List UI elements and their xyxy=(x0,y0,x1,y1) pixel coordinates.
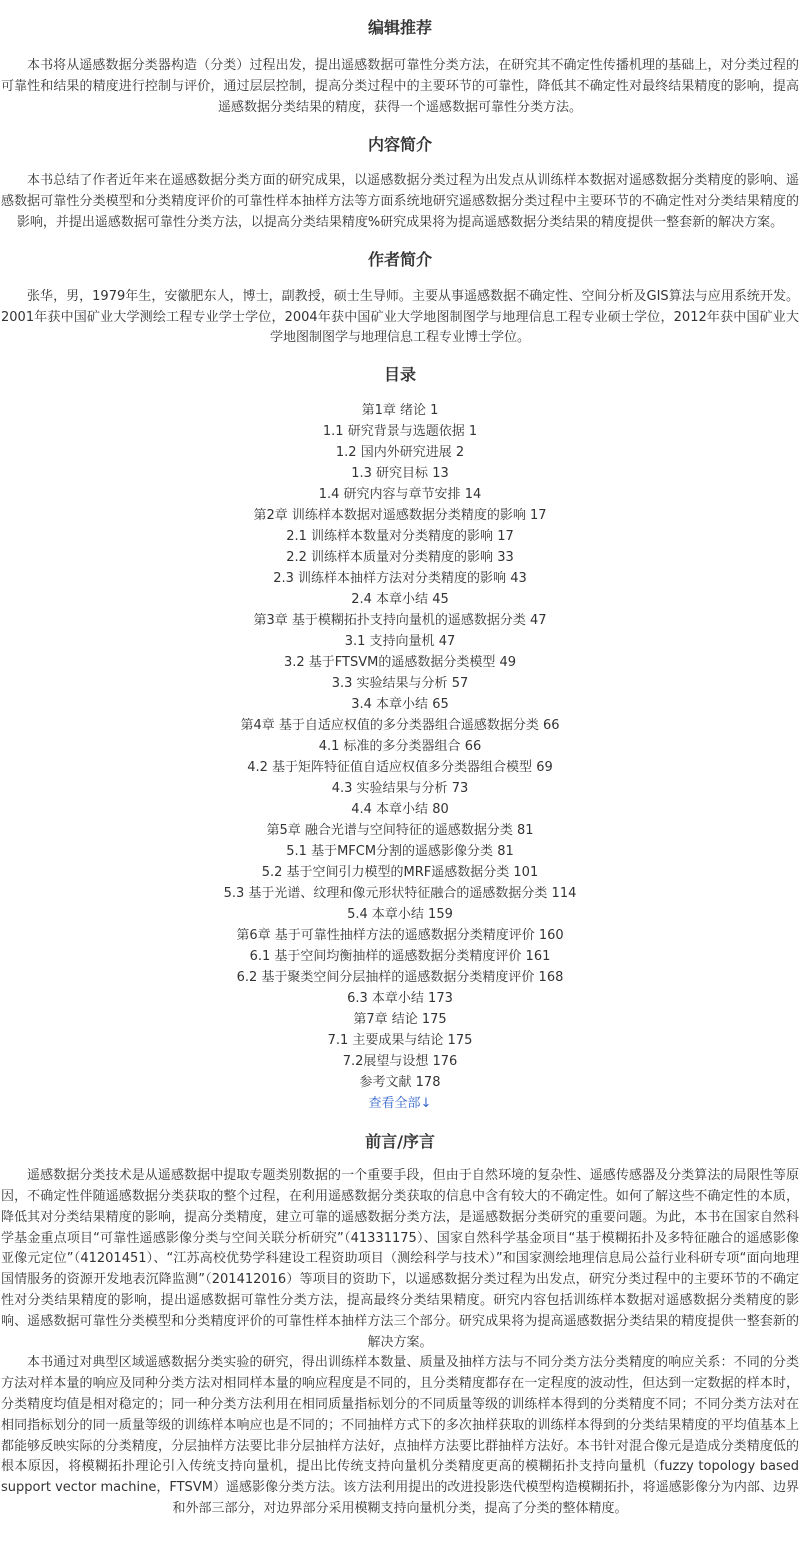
toc-item: 第6章 基于可靠性抽样方法的遥感数据分类精度评价 160 xyxy=(236,928,564,944)
see-all-link[interactable] xyxy=(0,1093,800,1114)
preface-paragraph: 本书通过对典型区域遥感数据分类实验的研究，得出训练样本数量、质量及抽样方法与不同分类方法分类精度的响应关系：不同的分类方法对样本量的响应及同种分类方法对相同样本量的响应程度是不同的，且分类精度都存在一定程度的波动性，但达到一定数据的样本时，分类精度均值是相对稳定的；同一种分类方法利用在相同质量指标划分的不同质量等级的训练样本得到的分类精度不同；不同分类方法对在相同指标划分的同一质量等级的训练样本响应也是不同的；不同抽样方式下的多次抽样获取的训练样本得到的分类结果精度的平均值基本上都能够反映实际的分类精度，分层抽样方法要比非分层抽样方法好，点抽样方法要比群抽样方法好。本书针对混合像元是造成分类精度低的根本原因，将模糊拓扑理论引入传统支持向量机，提出比传统支持向量机分类精度更高的模糊拓扑支持向量机（fuzzy topology based support vector machine，FTSVM）遥感影像分类方法。该方法利用提出的改进投影迭代模型构造模糊拓扑，将遥感影像分为内部、边界和外部三部分，对边界部分采用模糊支持向量机分类，提高了分类的整体精度。 xyxy=(1,1355,799,1516)
author-section xyxy=(0,250,800,349)
author-text: 张华，男，1979年生，安徽肥东人，博士，副教授，硕士生导师。主要从事遥感数据不确定性、空间分析及GIS算法与应用系统开发。2001年获中国矿业大学测绘工程专业学士学位，2004年获中国矿业大学地图制图学与地理信息工程专业硕士学位，2012年获中国矿业大学地图制图学与地理信息工程专业博士学位。 xyxy=(1,288,799,346)
toc-item: 1.1 研究背景与选题依据 1 xyxy=(322,424,478,440)
toc-item: 3.4 本章小结 65 xyxy=(351,697,449,713)
toc-item: 3.2 基于FTSVM的遥感数据分类模型 49 xyxy=(283,655,517,671)
summary-heading: 内容简介 xyxy=(367,135,432,155)
toc-item: 1.4 研究内容与章节安排 14 xyxy=(318,487,482,503)
toc-item: 第5章 融合光谱与空间特征的遥感数据分类 81 xyxy=(266,823,534,839)
arrow-down-icon: ↓ xyxy=(420,1096,432,1112)
toc-item: 第4章 基于自适应权值的多分类器组合遥感数据分类 66 xyxy=(240,718,560,734)
toc-heading: 目录 xyxy=(383,365,416,385)
toc-item: 第7章 结论 175 xyxy=(353,1012,447,1028)
toc-item: 5.2 基于空间引力模型的MRF遥感数据分类 101 xyxy=(261,865,539,881)
toc-section xyxy=(0,365,800,1114)
toc-list xyxy=(0,400,800,1093)
toc-item: 4.2 基于矩阵特征值自适应权值多分类器组合模型 69 xyxy=(247,760,553,776)
toc-item: 7.2展望与设想 176 xyxy=(342,1054,458,1070)
toc-item: 1.3 研究目标 13 xyxy=(351,466,449,482)
toc-item: 5.4 本章小结 159 xyxy=(347,907,453,923)
summary-text: 本书总结了作者近年来在遥感数据分类方面的研究成果，以遥感数据分类过程为出发点从训练样本数据对遥感数据分类精度的影响、遥感数据可靠性分类模型和分类精度评价的可靠性样本抽样方法等方面系统地研究遥感数据分类过程中主要环节的不确定性对分类结果精度的影响，并提出遥感数据可靠性分类方法，以提高分类结果精度%研究成果将为提高遥感数据分类结果的精度提供一整套新的解决方案。 xyxy=(1,173,799,230)
toc-item: 5.1 基于MFCM分割的遥感影像分类 81 xyxy=(286,844,514,860)
toc-item: 参考文献 178 xyxy=(359,1075,441,1091)
summary-section xyxy=(0,135,800,233)
author-heading: 作者简介 xyxy=(367,249,432,269)
toc-item: 2.4 本章小结 45 xyxy=(351,592,449,608)
toc-item: 6.3 本章小结 173 xyxy=(347,991,453,1007)
toc-item: 7.1 主要成果与结论 175 xyxy=(327,1033,473,1049)
preface-section xyxy=(0,1132,800,1520)
toc-item: 4.1 标准的多分类器组合 66 xyxy=(318,739,482,755)
toc-item: 第3章 基于模糊拓扑支持向量机的遥感数据分类 47 xyxy=(253,613,547,629)
preface-heading: 前言/序言 xyxy=(365,1132,435,1152)
toc-item: 6.1 基于空间均衡抽样的遥感数据分类精度评价 161 xyxy=(249,949,551,965)
editor-recommend-heading: 编辑推荐 xyxy=(367,18,432,37)
toc-item: 2.1 训练样本数量对分类精度的影响 17 xyxy=(286,529,514,545)
toc-item: 5.3 基于光谱、纹理和像元形状特征融合的遥感数据分类 114 xyxy=(223,886,577,902)
toc-item: 6.2 基于聚类空间分层抽样的遥感数据分类精度评价 168 xyxy=(236,970,564,986)
toc-item: 3.1 支持向量机 47 xyxy=(344,634,456,650)
preface-paragraph: 遥感数据分类技术是从遥感数据中提取专题类别数据的一个重要手段，但由于自然环境的复杂性、遥感传感器及分类算法的局限性等原因，不确定性伴随遥感数据分类获取的整个过程，在利用遥感数据分类获取的信息中含有较大的不确定性。如何了解这些不确定性的本质，降低其对分类结果精度的影响，提高分类精度，建立可靠的遥感数据分类方法，是遥感数据分类研究的重要问题。为此，本书在国家自然科学基金重点项目“可靠性遥感影像分类与空间关联分析研究”（41331175）、国家自然科学基金项目“基于模糊拓扑及多特征融合的遥感影像亚像元定位”（41201451）、“江苏高校优势学科建设工程资助项目（测绘科学与技术）”和国家测绘地理信息局公益行业科研专项“面向地理国情服务的资源开发地表沉降监测”（201412016）等项目的资助下，以遥感数据分类过程为出发点，研究分类过程中的主要环节的不确定性对分类结果精度的影响，提出遥感数据可靠性分类方法，提高最终分类结果精度。研究内容包括训练样本数据对遥感数据分类精度的影响、遥感数据可靠性分类模型和分类精度评价的可靠性样本抽样方法三个部分。研究成果将为提高遥感数据分类结果的精度提供一整套新的解决方案。 xyxy=(1,1168,799,1350)
editor-recommend-section xyxy=(0,0,800,118)
toc-item: 2.2 训练样本质量对分类精度的影响 33 xyxy=(286,550,514,566)
toc-item: 4.3 实验结果与分析 73 xyxy=(331,781,469,797)
toc-item: 第1章 绪论 1 xyxy=(361,403,439,419)
toc-item: 2.3 训练样本抽样方法对分类精度的影响 43 xyxy=(273,571,527,587)
toc-item: 4.4 本章小结 80 xyxy=(351,802,449,818)
see-all-label: 查看全部 xyxy=(368,1096,421,1112)
toc-item: 1.2 国内外研究进展 2 xyxy=(335,445,465,461)
toc-item: 第2章 训练样本数据对遥感数据分类精度的影响 17 xyxy=(253,508,547,524)
editor-recommend-text: 本书将从遥感数据分类器构造（分类）过程出发，提出遥感数据可靠性分类方法，在研究其不确定性传播机理的基础上，对分类过程的可靠性和结果的精度进行控制与评价，通过层层控制，提高分类过程中的主要环节的可靠性，降低其不确定性对最终结果精度的影响，提高遥感数据分类结果的精度，获得一个遥感数据可靠性分类方法。 xyxy=(1,58,799,115)
toc-item: 3.3 实验结果与分析 57 xyxy=(331,676,469,692)
